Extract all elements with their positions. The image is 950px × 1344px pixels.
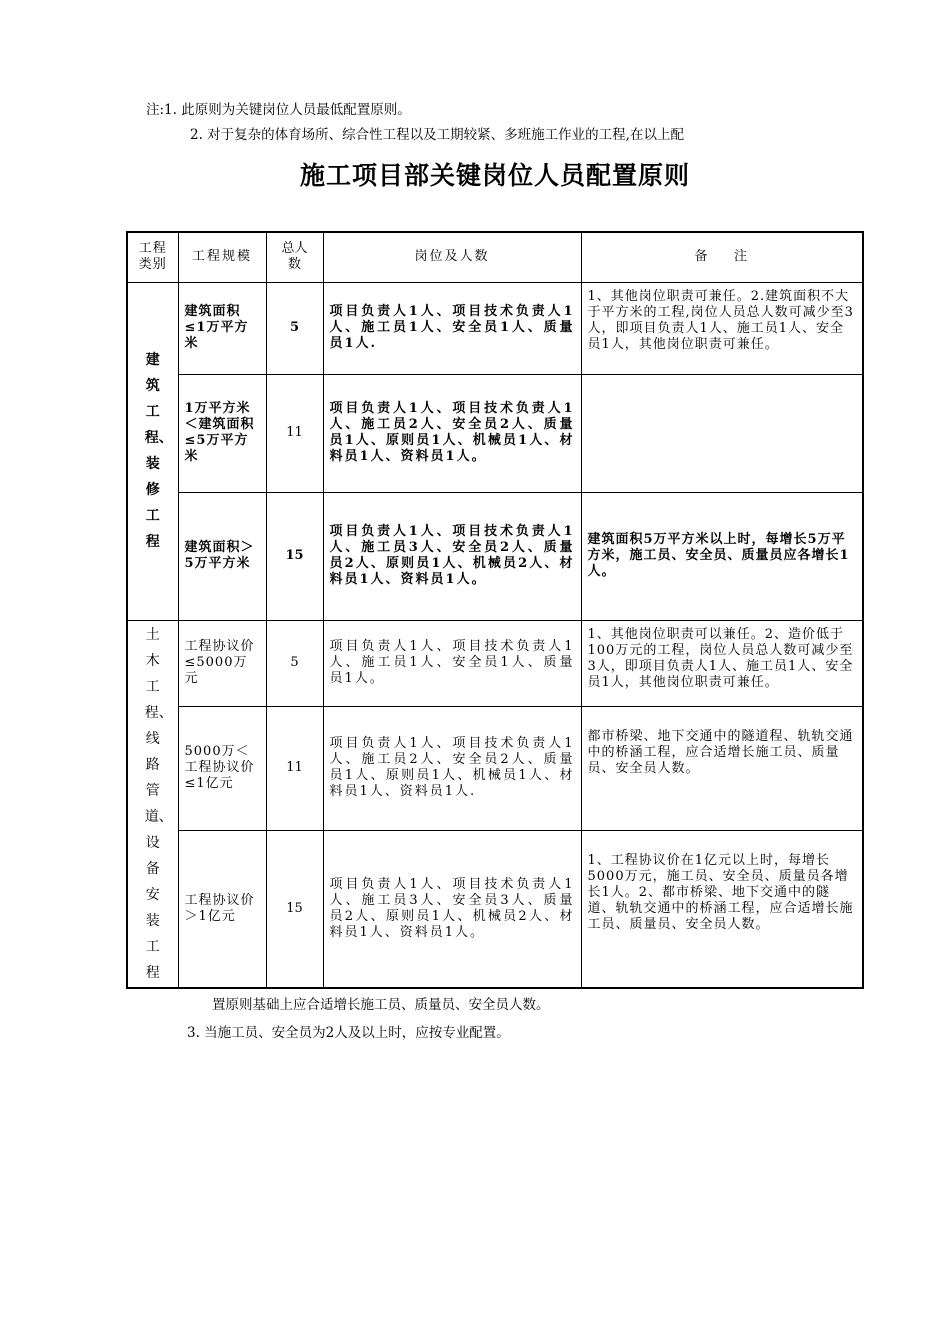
table-row bbox=[127, 706, 863, 830]
scale-cell: 建筑面积≤1万平方米 bbox=[178, 282, 266, 374]
total-cell: 5 bbox=[266, 282, 323, 374]
note-2: 2. 对于复杂的体育场所、综合性工程以及工期较紧、多班施工作业的工程,在以上配 bbox=[190, 127, 684, 143]
header-total: 总人数 bbox=[266, 232, 323, 282]
total-cell: 15 bbox=[266, 492, 323, 620]
header-positions: 岗位及人数 bbox=[323, 232, 581, 282]
header-scale: 工程规模 bbox=[178, 232, 266, 282]
header-category: 工程类别 bbox=[127, 232, 178, 282]
page-title: 施工项目部关键岗位人员配置原则 bbox=[299, 161, 690, 190]
scale-cell: 建筑面积＞5万平方米 bbox=[178, 492, 266, 620]
remarks-cell: 都市桥梁、地下交通中的隧道程、轨轨交通中的桥涵工程，应合适增长施工员、质量员、安全员人数。 bbox=[581, 706, 863, 830]
table-row bbox=[127, 830, 863, 988]
remarks-cell: 1、其他岗位职责可以兼任。2、造价低于100万元的工程，岗位人员总人数可减少至3人，即项目负责人1人、施工员1人、安全员1人，其他岗位职责可兼任。 bbox=[581, 620, 863, 706]
positions-cell: 项目负责人1人、项目技术负责人1人、施工员1人、安全员1人、质量员1人. bbox=[323, 282, 581, 374]
scale-cell: 5000万＜工程协议价≤1亿元 bbox=[178, 706, 266, 830]
total-cell: 5 bbox=[266, 620, 323, 706]
positions-cell: 项目负责人1人、项目技术负责人1人、施工员3人、安全员3人、质量员2人、原则员1人、机械员2人、材料员1人、资料员1人。 bbox=[323, 830, 581, 988]
total-cell: 11 bbox=[266, 374, 323, 492]
note-1: 注:1. 此原则为关键岗位人员最低配置原则。 bbox=[146, 102, 411, 118]
table-row bbox=[127, 374, 863, 492]
header-remarks: 备 注 bbox=[581, 232, 863, 282]
scale-cell: 工程协议价≤5000万元 bbox=[178, 620, 266, 706]
table-row bbox=[127, 620, 863, 706]
note-3: 3. 当施工员、安全员为2人及以上时，应按专业配置。 bbox=[187, 1025, 510, 1041]
table-header-row bbox=[127, 232, 863, 282]
scale-cell: 工程协议价＞1亿元 bbox=[178, 830, 266, 988]
table-row bbox=[127, 282, 863, 374]
table-row bbox=[127, 492, 863, 620]
remarks-cell: 1、其他岗位职责可兼任。2.建筑面积不大于平方米的工程,岗位人员总人数可减少至3人，即项目负责人1人、施工员1人、安全员1人，其他岗位职责可兼任。 bbox=[581, 282, 863, 374]
remarks-cell bbox=[581, 374, 863, 492]
note-2-continued: 置原则基础上应合适增长施工员、质量员、安全员人数。 bbox=[212, 997, 550, 1013]
positions-cell: 项目负责人1人、项目技术负责人1人、施工员1人、安全员1人、质量员1人。 bbox=[323, 620, 581, 706]
positions-cell: 项目负责人1人、项目技术负责人1人、施工员3人、安全员2人、质量员2人、原则员1人、机械员2人、材料员1人、资料员1人。 bbox=[323, 492, 581, 620]
total-cell: 15 bbox=[266, 830, 323, 988]
staffing-table bbox=[126, 231, 864, 989]
positions-cell: 项目负责人1人、项目技术负责人1人、施工员2人、安全员2人、质量员1人、原则员1人、机械员1人、材料员1人、资料员1人. bbox=[323, 706, 581, 830]
remarks-cell: 建筑面积5万平方米以上时，每增长5万平方米，施工员、安全员、质量员应各增长1人。 bbox=[581, 492, 863, 620]
total-cell: 11 bbox=[266, 706, 323, 830]
category-civil: 土木工程、线路管道、设备安装工程 bbox=[127, 620, 178, 988]
scale-cell: 1万平方米＜建筑面积≤5万平方米 bbox=[178, 374, 266, 492]
remarks-cell: 1、工程协议价在1亿元以上时，每增长5000万元，施工员、安全员、质量员各增长1人。2、都市桥梁、地下交通中的隧道、轨轨交通中的桥涵工程，应合适增长施工员、质量员、安全员人数。 bbox=[581, 830, 863, 988]
positions-cell: 项目负责人1人、项目技术负责人1人、施工员2人、安全员2人、质量员1人、原则员1人、机械员1人、材料员1人、资料员1人。 bbox=[323, 374, 581, 492]
category-building: 建筑工程、装修工程 bbox=[127, 282, 178, 620]
